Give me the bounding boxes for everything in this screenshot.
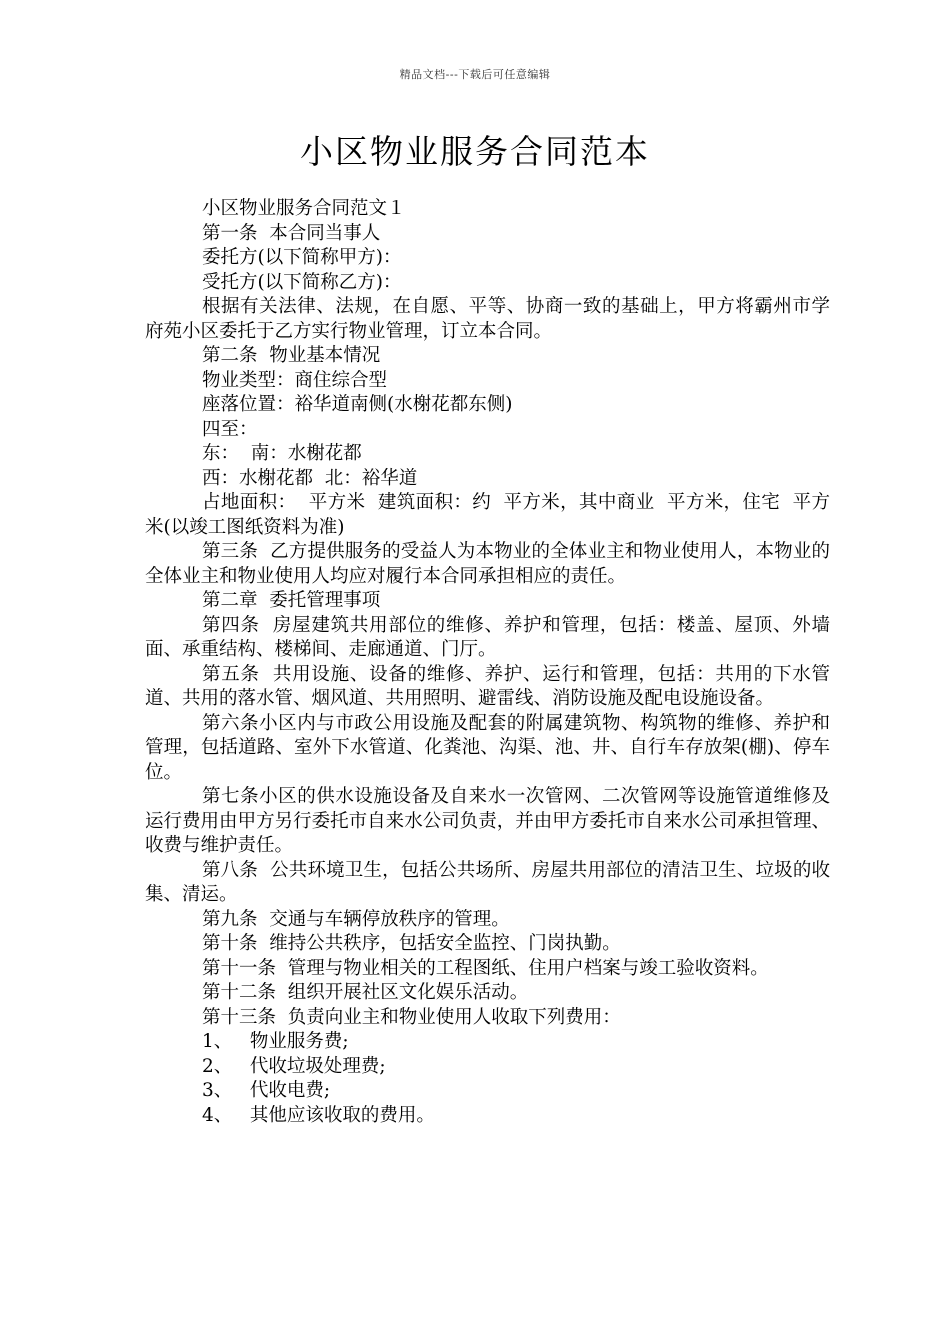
article-heading: 第一条 本合同当事人 (202, 222, 381, 244)
property-type-line: 物业类型：商住综合型 (202, 369, 388, 391)
boundary-west-north: 西：水榭花都 北：裕华道 (202, 467, 418, 489)
location-line: 座落位置：裕华道南侧(水榭花都东侧) (202, 394, 513, 415)
paragraph: 第七条小区的供水设施设备及自来水一次管网、二次管网等设施管道维修及运行费用由甲方另行委托市自来水公司负责，并由甲方委托市自来水公司承担管理、收费与维护责任。 (145, 786, 830, 856)
paragraph: 第九条 交通与车辆停放秩序的管理。 (202, 908, 510, 930)
paragraph: 第十一条 管理与物业相关的工程图纸、住用户档案与竣工验收资料。 (202, 957, 769, 979)
paragraph: 第十条 维持公共秩序，包括安全监控、门岗执勤。 (202, 933, 621, 954)
paragraph: 根据有关法律、法规，在自愿、平等、协商一致的基础上，甲方将霸州市学府苑小区委托于乙方实行物业管理，订立本合同。 (145, 296, 830, 342)
list-item: 2、 代收垃圾处理费; (202, 1055, 386, 1077)
section-heading: 小区物业服务合同范文１ (202, 198, 406, 219)
paragraph: 第四条 房屋建筑共用部位的维修、养护和管理，包括：楼盖、屋顶、外墙面、承重结构、楼梯间、走廊通道、门厅。 (145, 614, 830, 660)
paragraph: 第十二条 组织开展社区文化娱乐活动。 (202, 982, 529, 1003)
list-item: 4、 其他应该收取的费用。 (202, 1104, 435, 1126)
list-item: 1、 物业服务费; (202, 1031, 349, 1052)
paragraph: 第三条 乙方提供服务的受益人为本物业的全体业主和物业使用人，本物业的全体业主和物业使用人均应对履行本合同承担相应的责任。 (145, 541, 830, 587)
boundaries-label: 四至： (202, 418, 258, 440)
boundary-east-south: 东： 南：水榭花都 (202, 443, 362, 464)
party-a-line: 委托方(以下简称甲方)： (202, 247, 402, 268)
paragraph: 第十三条 负责向业主和物业使用人收取下列费用： (202, 1006, 621, 1028)
document-title: 小区物业服务合同范本 (300, 132, 650, 171)
chapter-heading: 第二章 委托管理事项 (202, 590, 381, 611)
area-line: 占地面积： 平方米 建筑面积：约 平方米，其中商业 平方米，住宅 平方米(以竣工图纸资料为准) (145, 492, 830, 538)
paragraph: 第五条 共用设施、设备的维修、养护、运行和管理，包括：共用的下水管道、共用的落水管、烟风道、共用照明、避雷线、消防设施及配电设施设备。 (145, 663, 830, 709)
list-item: 3、 代收电费; (202, 1080, 331, 1101)
paragraph: 第八条 公共环境卫生，包括公共场所、房屋共用部位的清洁卫生、垃圾的收集、清运。 (145, 859, 830, 905)
article-heading: 第二条 物业基本情况 (202, 345, 381, 366)
header-note: 精品文档---下载后可任意编辑 (399, 68, 551, 81)
paragraph: 第六条小区内与市政公用设施及配套的附属建筑物、构筑物的维修、养护和管理，包括道路、室外下水管道、化粪池、沟渠、池、井、自行车存放架(棚)、停车位。 (145, 712, 830, 783)
document-body (145, 197, 830, 1128)
party-b-line: 受托方(以下简称乙方)： (202, 271, 402, 293)
